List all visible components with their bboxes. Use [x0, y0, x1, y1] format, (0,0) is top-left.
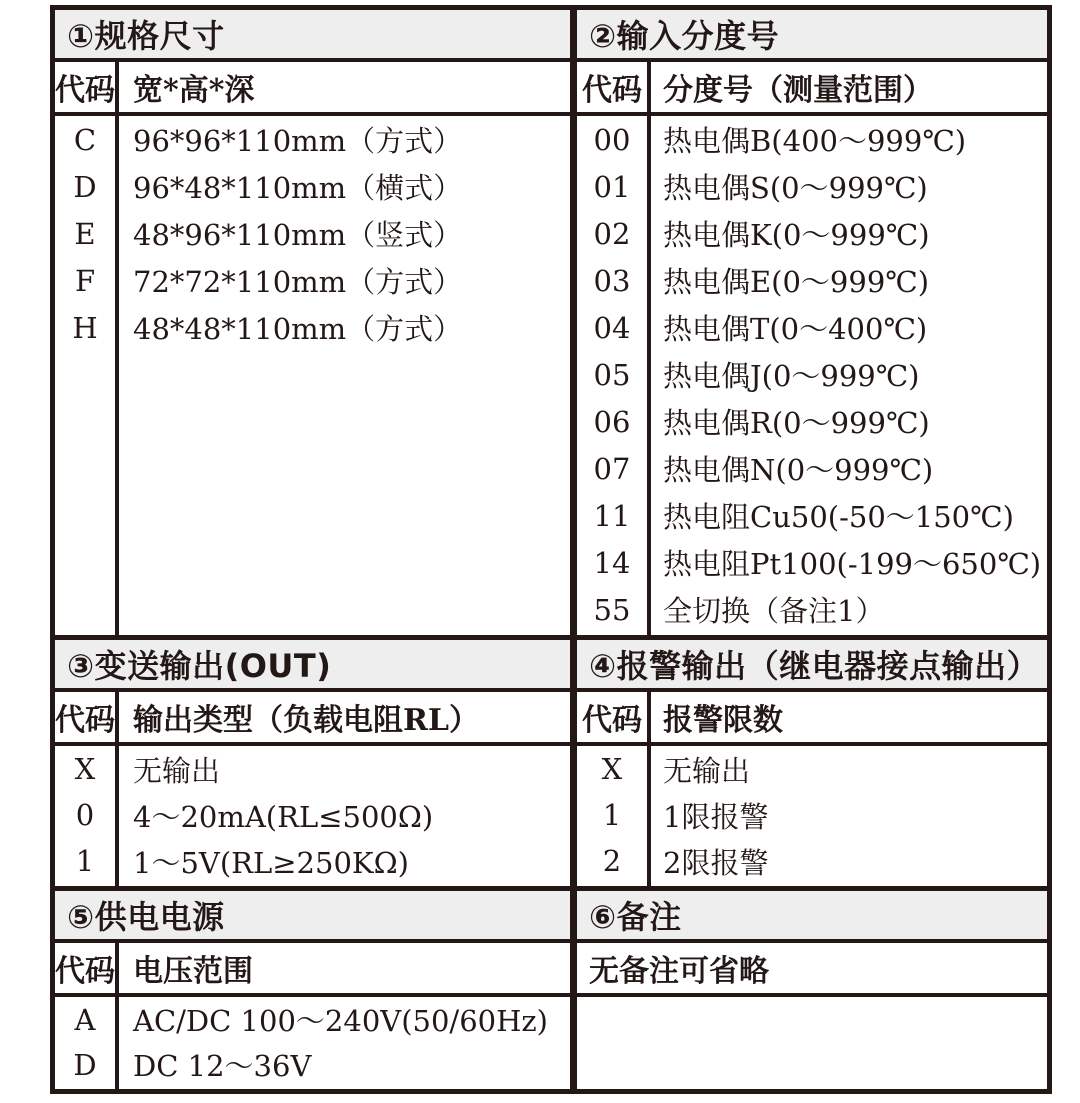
column-header-row	[55, 943, 570, 997]
desc-cell: 96*48*110mm（横式）	[133, 171, 463, 205]
section-power-supply-title: ⑤供电电源	[55, 891, 570, 943]
section-transmit-output	[55, 640, 577, 886]
desc-cell: 1～5V(RL≥250KΩ)	[133, 845, 409, 880]
code-cell: 00	[593, 122, 631, 157]
code-cell: 2	[602, 844, 622, 878]
desc-cell: 全切换（备注1）	[663, 594, 885, 628]
section-alarm-output-body	[577, 692, 1047, 886]
table-row	[55, 792, 570, 838]
column-divider	[115, 943, 119, 1089]
code-cell: 55	[593, 592, 631, 627]
section-transmit-output-title: ③变送输出(OUT)	[55, 640, 570, 692]
section-dimensions-title: ①规格尺寸	[55, 10, 570, 62]
table-row	[55, 163, 570, 210]
code-cell: 1	[602, 798, 622, 832]
section-input-type-title: ②输入分度号	[577, 10, 1047, 62]
column-header-row	[55, 692, 570, 746]
code-cell: D	[73, 169, 97, 204]
desc-cell: 热电偶N(0～999℃)	[663, 453, 934, 487]
desc-cell: 2限报警	[663, 845, 769, 880]
desc-cell: 热电偶S(0～999℃)	[663, 171, 928, 205]
table-row	[55, 116, 570, 163]
desc-cell: 1限报警	[663, 799, 769, 834]
section-transmit-output-body	[55, 692, 570, 886]
code-cell: 01	[593, 169, 631, 204]
section-remarks	[577, 891, 1047, 1089]
code-cell: 14	[593, 545, 631, 580]
column-divider	[115, 692, 119, 886]
desc-cell: 48*48*110mm（方式）	[133, 312, 463, 346]
column-divider	[647, 62, 651, 635]
table-row	[55, 838, 570, 884]
section-power-supply-rows	[55, 997, 570, 1089]
code-cell: D	[73, 1047, 97, 1082]
code-column-header: 代码	[55, 954, 115, 989]
desc-cell: 无输出	[663, 753, 751, 788]
code-cell: X	[601, 752, 623, 786]
section-dimensions-rows	[55, 116, 570, 635]
band-2	[55, 640, 1047, 891]
band-1	[55, 10, 1047, 640]
section-dimensions	[55, 10, 577, 635]
table-row	[55, 997, 570, 1042]
desc-cell: AC/DC 100～240V(50/60Hz)	[133, 1004, 548, 1038]
desc-cell: 热电阻Pt100(-199～650℃)	[663, 547, 1042, 581]
section-dimensions-body	[55, 62, 570, 635]
code-column-header: 代码	[55, 703, 115, 738]
desc-column-header: 报警限数	[663, 703, 783, 738]
product-spec-table	[50, 5, 1052, 1094]
code-cell: C	[73, 122, 97, 157]
desc-column-header: 分度号（测量范围）	[663, 73, 933, 108]
code-cell: 03	[593, 263, 631, 298]
desc-cell: 热电偶E(0～999℃)	[663, 265, 930, 299]
section-remarks-body	[577, 943, 1047, 1089]
table-row	[55, 304, 570, 351]
desc-cell: 48*96*110mm（竖式）	[133, 218, 463, 252]
desc-cell: 无输出	[133, 753, 221, 788]
desc-column-header: 电压范围	[133, 954, 253, 989]
code-column-header: 代码	[582, 703, 642, 738]
section-alarm-output	[577, 640, 1047, 886]
desc-cell: 热电偶B(400～999℃)	[663, 124, 967, 158]
desc-cell: 72*72*110mm（方式）	[133, 265, 463, 299]
desc-cell: 热电偶K(0～999℃)	[663, 218, 930, 252]
remarks-empty-cell	[577, 997, 1047, 1089]
section-power-supply-body	[55, 943, 570, 1089]
table-row	[55, 1042, 570, 1087]
desc-cell: 热电阻Cu50(-50～150℃)	[663, 500, 1014, 534]
section-alarm-output-title: ④报警输出（继电器接点输出）	[577, 640, 1047, 692]
desc-cell: 热电偶T(0～400℃)	[663, 312, 928, 346]
column-divider	[647, 692, 651, 886]
code-cell: 05	[593, 357, 631, 392]
column-header-row	[55, 62, 570, 116]
desc-cell: 96*96*110mm（方式）	[133, 124, 463, 158]
desc-cell: DC 12～36V	[133, 1049, 312, 1083]
desc-column-header: 输出类型（负载电阻RL）	[133, 703, 480, 738]
desc-cell: 4～20mA(RL≤500Ω)	[133, 799, 434, 834]
code-cell: A	[74, 1002, 96, 1037]
section-input-type	[577, 10, 1047, 635]
table-row	[55, 746, 570, 792]
code-cell: 1	[75, 844, 95, 878]
code-column-header: 代码	[582, 73, 642, 108]
code-cell: 07	[593, 451, 631, 486]
table-row	[55, 257, 570, 304]
code-cell: 06	[593, 404, 631, 439]
band-3	[55, 891, 1047, 1089]
desc-cell: 热电偶J(0～999℃)	[663, 359, 920, 393]
code-cell: 02	[593, 216, 631, 251]
section-power-supply	[55, 891, 577, 1089]
code-cell: 0	[75, 798, 95, 832]
code-column-header: 代码	[55, 73, 115, 108]
code-cell: F	[74, 263, 96, 298]
column-divider	[115, 62, 119, 635]
desc-cell: 热电偶R(0～999℃)	[663, 406, 930, 440]
section-input-type-body	[577, 62, 1047, 635]
code-cell: H	[72, 310, 98, 345]
table-row	[55, 210, 570, 257]
code-cell: 04	[593, 310, 631, 345]
code-cell: X	[74, 752, 96, 786]
section-remarks-title: ⑥备注	[577, 891, 1047, 943]
code-cell: E	[74, 216, 96, 251]
remarks-note: 无备注可省略	[577, 943, 1047, 997]
code-cell: 11	[593, 498, 631, 533]
desc-column-header: 宽*高*深	[133, 73, 255, 108]
section-transmit-output-rows	[55, 746, 570, 886]
